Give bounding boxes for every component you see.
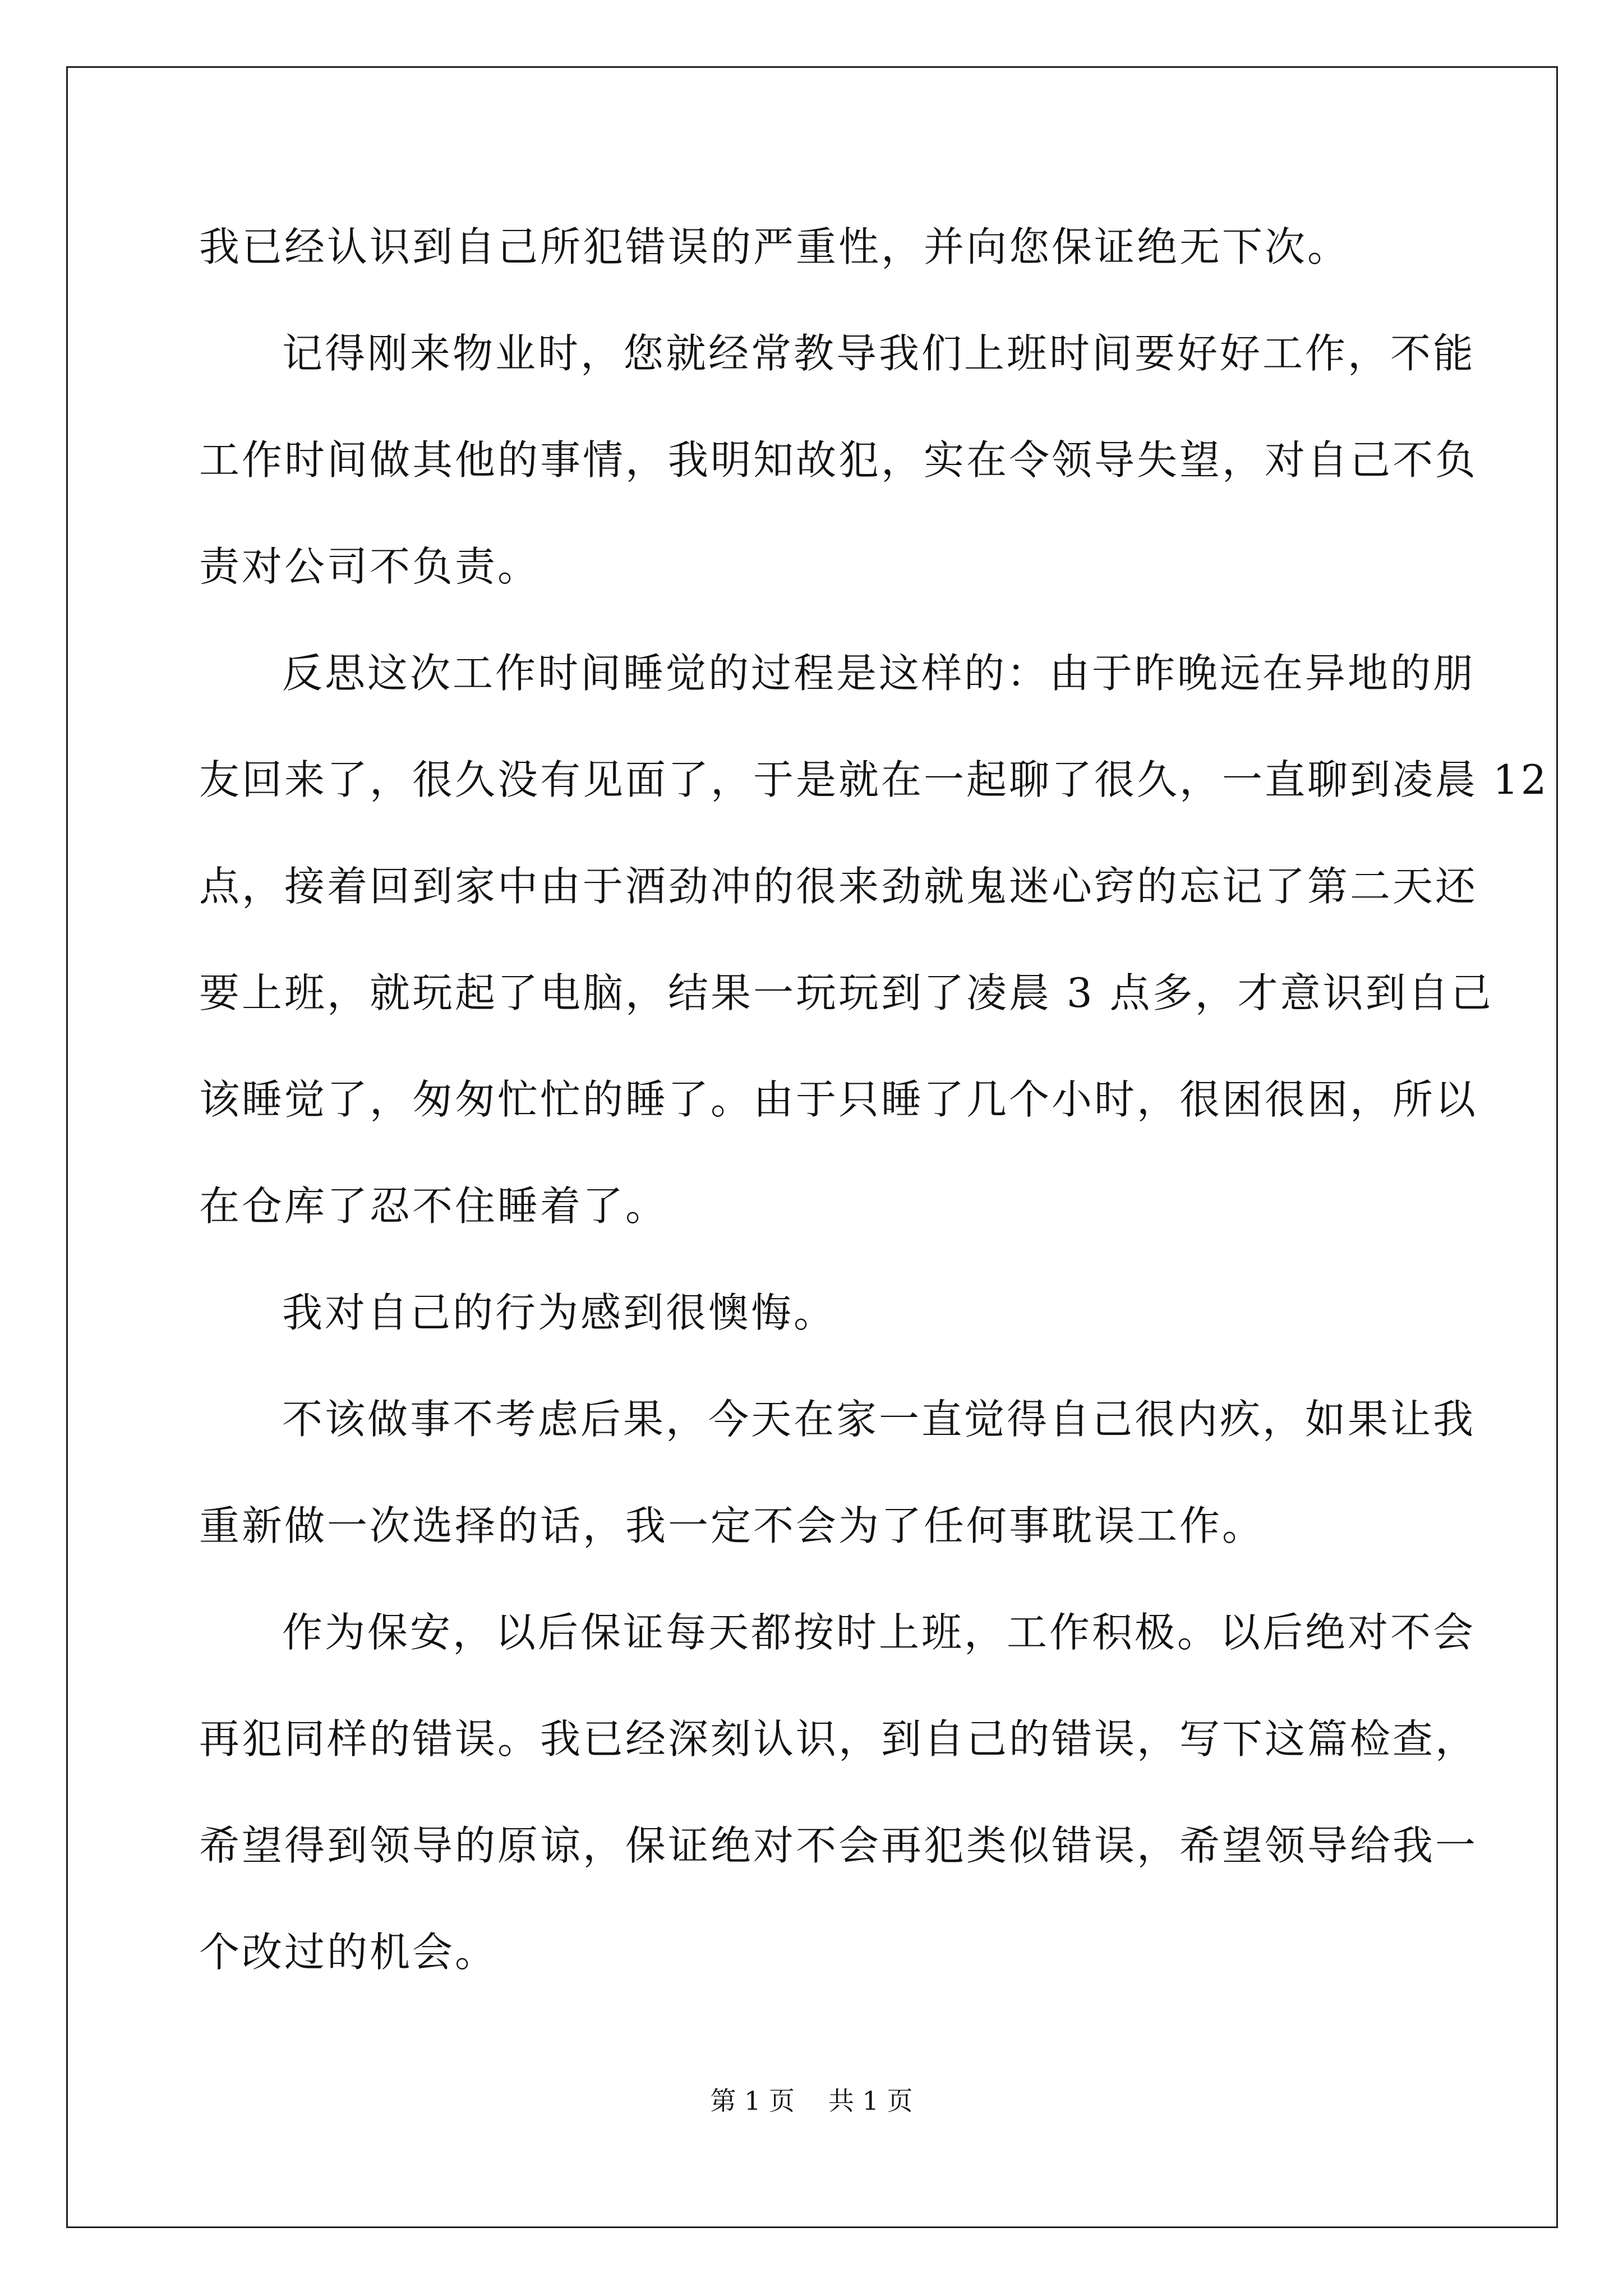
text-line: 我对自己的行为感到很懊悔。 bbox=[282, 1289, 837, 1336]
text-line: 重新做一次选择的话，我一定不会为了任何事耽误工作。 bbox=[199, 1502, 1265, 1549]
text-line: 再犯同样的错误。我已经深刻认识，到自己的错误，写下这篇检查， bbox=[199, 1715, 1478, 1763]
text-line: 个改过的机会。 bbox=[199, 1929, 498, 1976]
page-footer bbox=[0, 2084, 1623, 2118]
text-line: 责对公司不负责。 bbox=[199, 543, 541, 590]
document-body bbox=[199, 216, 1549, 2028]
page-number: 第 1 页 bbox=[710, 2086, 795, 2116]
text-line: 点，接着回到家中由于酒劲冲的很来劲就鬼迷心窍的忘记了第二天还 bbox=[199, 863, 1478, 910]
text-line: 要上班，就玩起了电脑，结果一玩玩到了凌晨 3 点多，才意识到自己 bbox=[199, 969, 1493, 1016]
text-line: 该睡觉了，匆匆忙忙的睡了。由于只睡了几个小时，很困很困，所以 bbox=[199, 1076, 1478, 1123]
text-line: 我已经认识到自己所犯错误的严重性，并向您保证绝无下次。 bbox=[199, 223, 1350, 270]
page-count: 共 1 页 bbox=[828, 2086, 913, 2116]
text-line: 记得刚来物业时，您就经常教导我们上班时间要好好工作，不能 bbox=[282, 330, 1476, 377]
text-line: 友回来了，很久没有见面了，于是就在一起聊了很久，一直聊到凌晨 12 bbox=[199, 756, 1549, 803]
text-line: 作为保安，以后保证每天都按时上班，工作积极。以后绝对不会 bbox=[282, 1609, 1476, 1656]
text-line: 反思这次工作时间睡觉的过程是这样的：由于昨晚远在异地的朋 bbox=[282, 650, 1476, 697]
text-line: 希望得到领导的原谅，保证绝对不会再犯类似错误，希望领导给我一 bbox=[199, 1822, 1478, 1869]
text-line: 在仓库了忍不住睡着了。 bbox=[199, 1182, 668, 1230]
text-line: 不该做事不考虑后果，今天在家一直觉得自己很内疚，如果让我 bbox=[282, 1396, 1476, 1443]
text-line: 工作时间做其他的事情，我明知故犯，实在令领导失望，对自己不负 bbox=[199, 436, 1478, 484]
